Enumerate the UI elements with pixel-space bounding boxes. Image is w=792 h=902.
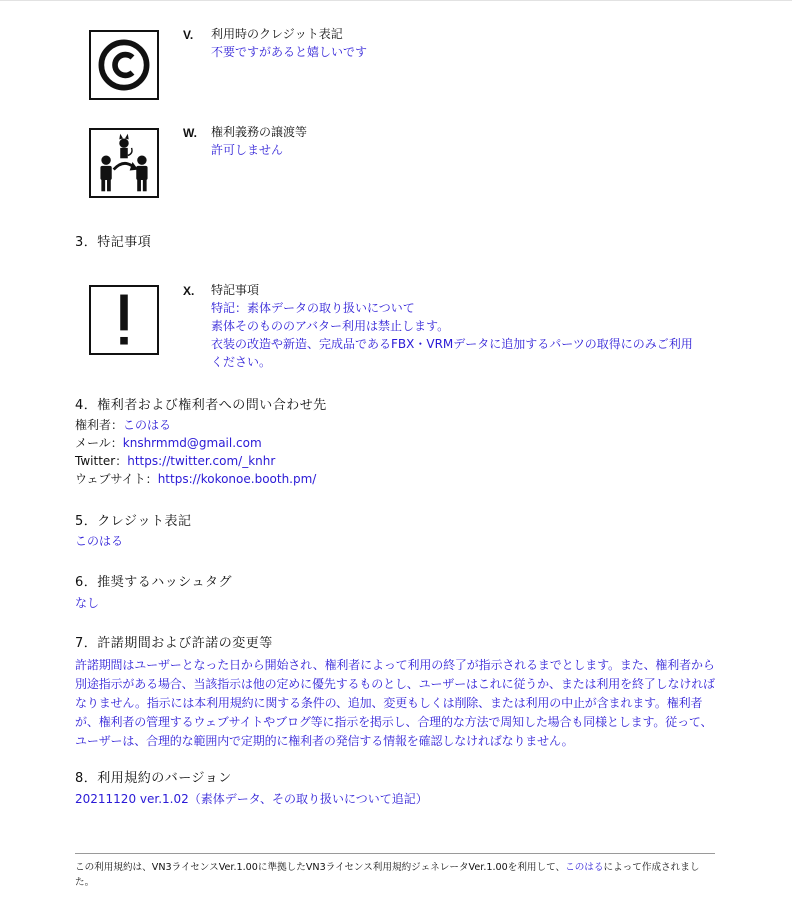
mail-label: メール： xyxy=(75,436,123,450)
footer-author-link[interactable]: このはる xyxy=(565,862,604,873)
mail-link[interactable]: knshrmmd@gmail.com xyxy=(122,436,262,450)
twitter-label: Twitter： xyxy=(75,454,128,468)
item-v-value: 不要ですがあると嬉しいです xyxy=(211,45,368,59)
item-x-title: 特記事項 xyxy=(211,283,260,297)
item-x-letter: X. xyxy=(183,284,195,298)
footer-text-after: によって作成されました。 xyxy=(75,862,700,888)
credit-value: このはる xyxy=(75,534,124,548)
twitter-link[interactable]: https://twitter.com/_knhr xyxy=(127,454,276,468)
item-v-title: 利用時のクレジット表記 xyxy=(211,27,343,41)
warning-icon xyxy=(89,285,159,355)
footer-note xyxy=(75,860,717,890)
section-3-heading: 3．特記事項 xyxy=(75,235,152,250)
period-paragraph: 許諾期間はユーザーとなった日から開始され、権利者によって利用の終了が指示されるまでとします。また、権利者から別途指示がある場合、当該指示は他の定めに優先するものとし、ユーザーはこれに従うか、または利用を終了しなければなりません。指示には本利用規約に関する条件の、追加、変更もしくは削除、または利用の中止が含まれます。権利者が、権利者の管理するウェブサイトやブログ等に指示を掲示し、合理的な方法で周知した場合も同様とします。従って、ユーザーは、合理的な範囲内で定期的に権利者の発信する情報を確認しなければなりません。 xyxy=(75,658,715,748)
item-x-line-1: 特記：素体データの取り扱いについて xyxy=(211,301,415,315)
holder-line xyxy=(75,416,171,434)
footer-text-before: この利用規約は、VN3ライセンスVer.1.00に準拠したVN3ライセンス利用規約ジェネレータVer.1.00を利用して、 xyxy=(75,862,566,873)
mail-line xyxy=(75,434,262,452)
section-5-heading: 5．クレジット表記 xyxy=(75,514,192,529)
section-6-heading: 6．推奨するハッシュタグ xyxy=(75,575,233,590)
website-label: ウェブサイト： xyxy=(75,472,158,486)
holder-link[interactable]: このはる xyxy=(123,418,172,432)
item-x-line-4: ください。 xyxy=(211,355,272,369)
item-v-text xyxy=(211,25,367,61)
item-v-letter: V. xyxy=(183,28,194,42)
footer-divider xyxy=(75,853,715,854)
top-border xyxy=(0,0,792,1)
item-w-letter: W. xyxy=(183,126,197,140)
section-8-heading: 8．利用規約のバージョン xyxy=(75,771,232,786)
copyright-icon xyxy=(89,30,159,100)
section-7-heading: 7．許諾期間および許諾の変更等 xyxy=(75,636,273,651)
website-line xyxy=(75,470,316,488)
item-x-line-3: 衣装の改造や新造、完成品であるFBX・VRMデータに追加するパーツの取得にのみご利用 xyxy=(211,337,693,351)
item-x-text xyxy=(211,281,721,371)
transfer-icon xyxy=(89,128,159,198)
twitter-line xyxy=(75,452,275,470)
item-w-value: 許可しません xyxy=(211,143,284,157)
hashtag-value: なし xyxy=(75,596,100,610)
item-w-title: 権利義務の譲渡等 xyxy=(211,125,308,139)
section-4-heading: 4．権利者および権利者への問い合わせ先 xyxy=(75,398,327,413)
holder-label: 権利者： xyxy=(75,418,124,432)
version-value: 20211120 ver.1.02（素体データ、その取り扱いについて追記） xyxy=(75,792,428,806)
item-x-line-2: 素体そのもののアバター利用は禁止します。 xyxy=(211,319,450,333)
item-w-text xyxy=(211,123,307,159)
website-link[interactable]: https://kokonoe.booth.pm/ xyxy=(157,472,317,486)
